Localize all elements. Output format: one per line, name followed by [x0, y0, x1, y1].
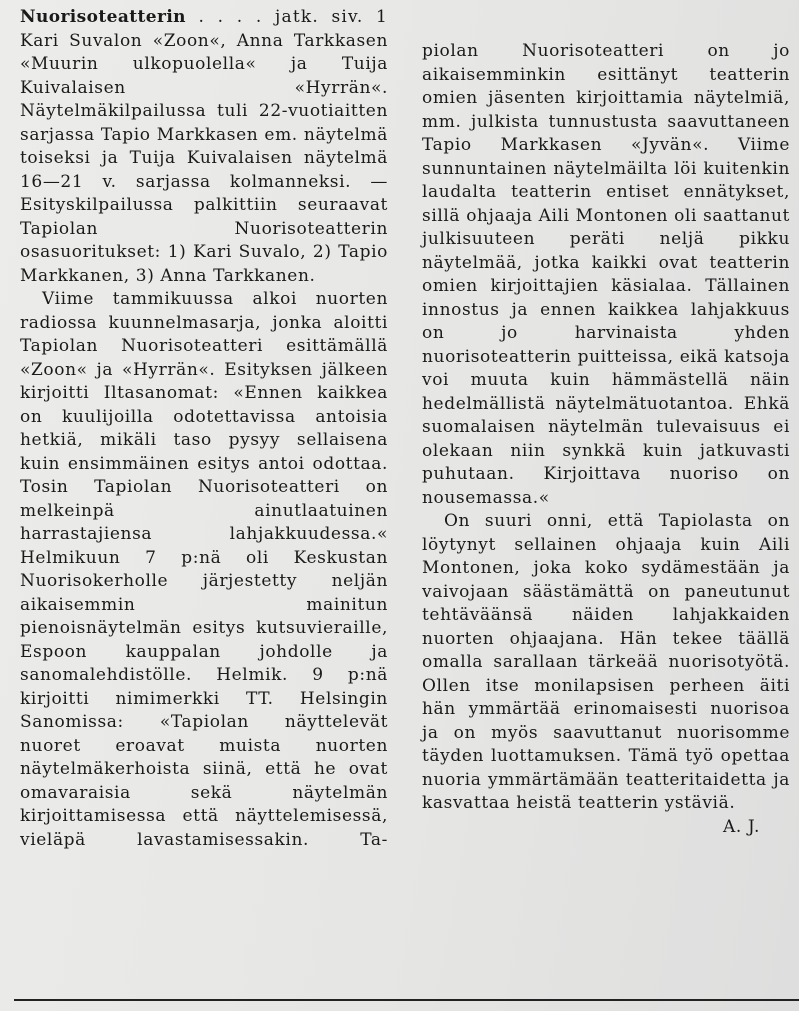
right-paragraph-1: piolan Nuorisoteatteri on jo aikaisemminkin esittänyt teatterin omien jäsenten kirjoittamia näytelmiä, mm. julkista tunnustusta saavuttaneen Tapio Markkasen «Jyvän«. Viime sunnuntainen näytelmäilta löi kuitenkin laudalta teatterin entiset ennätykset, sillä ohjaaja Aili Montonen oli saattanut julkisuuteen peräti neljä pikku näytelmää, jotka kaikki ovat teatterin omien kirjoittajien käsialaa. Tällainen innostus ja ennen kaikkea lahjakkuus on jo harvinaista yhden nuorisoteatterin puitteissa, eikä katsoja voi muuta kuin hämmästellä näin hedelmällistä näytelmätuotantoa. Ehkä suomalaisen näytelmän tulevaisuus ei olekaan niin synkkä kuin jatkuvasti puhutaan. Kirjoittava nuoriso on nousemassa.«	[422, 41, 790, 508]
left-column	[20, 6, 388, 852]
continuation-reference: . . . . jatk. siv. 1	[185, 7, 388, 27]
right-paragraph-2	[422, 510, 790, 837]
left-paragraph-1: Kari Suvalon «Zoon«, Anna Tarkkasen «Muurin ulkopuolella« ja Tuija Kuivalaisen «Hyrrän«. Näytelmäkilpailussa tuli 22-vuotiaitten sarjassa Tapio Markkasen em. näytelmä toiseksi ja Tuija Kuivalaisen näytelmä 16—21 v. sarjassa kolmanneksi. — Esityskilpailussa palkittiin seuraavat Tapiolan Nuorisoteatterin osasuoritukset: 1) Kari Suvalo, 2) Tapio Markkanen, 3) Anna Tarkkanen.	[20, 30, 388, 286]
bottom-divider	[14, 999, 799, 1001]
left-paragraph-2: Viime tammikuussa alkoi nuorten radiossa kuunnelmasarja, jonka aloitti Tapiolan Nuorisoteatteri esittämällä «Zoon« ja «Hyrrän«. Esityksen jälkeen kirjoitti Iltasanomat: «Ennen kaikkea on kuulijoilla odotettavissa antoisia hetkiä, mikäli taso pysyy sellaisena kuin ensimmäinen esitys antoi odottaa. Tosin Tapiolan Nuorisoteatteri on melkeinpä ainutlaatuinen harrastajiensa lahjakkuudessa.« Helmikuun 7 p:nä oli Keskustan Nuorisokerholle järjestetty neljän aikaisemmin mainitun pienoisnäytelmän esitys kutsuvieraille, Espoon kauppalan johdolle ja sanomalehdistölle. Helmik. 9 p:nä kirjoitti nimimerkki TT. Helsingin Sanomissa: «Tapiolan näyttelevät nuoret eroavat muista nuorten näytelmäkerhoista siinä, että he ovat omavaraisia sekä näytelmän kirjoittamisessa että näyttelemisessä, vieläpä lavastamisessakin. Ta-	[20, 289, 388, 850]
right-paragraph-2-text: On suuri onni, että Tapiolasta on löytynyt sellainen ohjaaja kuin Aili Montonen, joka koko sydämestään ja vaivojaan säästämättä on paneutunut tehtäväänsä näiden lahjakkaiden nuorten ohjaajana. Hän tekee täällä omalla sarallaan tärkeää nuorisotyötä. Ollen itse monilapsisen perheen äiti hän ymmärtää erinomaisesti nuorisoa ja on myös saavuttanut nuorisomme täyden luottamuksen. Tämä työ opettaa nuoria ymmärtämään teatteritaidetta ja kasvattaa heistä teatterin ystäviä.	[422, 511, 790, 813]
continuation-line	[20, 6, 388, 30]
right-column	[422, 40, 790, 839]
continuation-heading: Nuorisoteatterin	[20, 7, 186, 27]
author-signature: A. J.	[723, 816, 760, 837]
